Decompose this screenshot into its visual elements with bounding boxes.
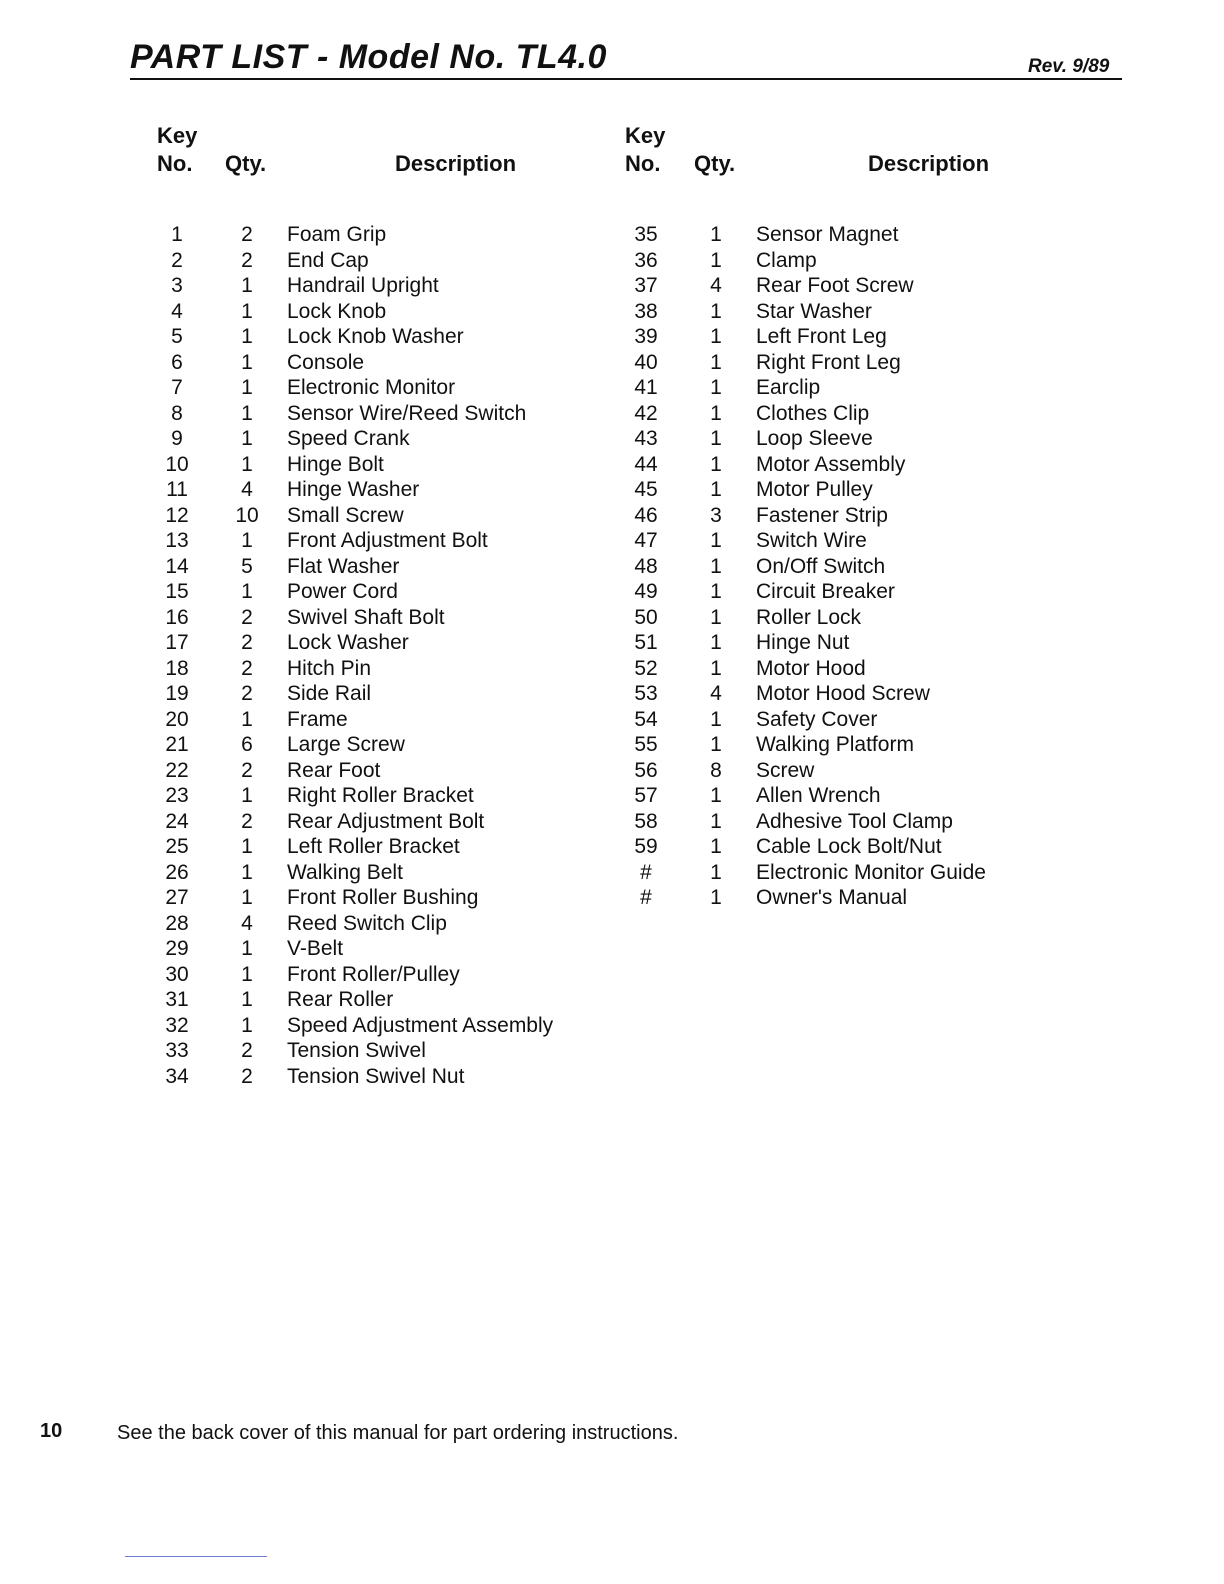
part-description: Allen Wrench	[756, 784, 881, 807]
part-description: Motor Pulley	[756, 478, 873, 501]
right-key-header-line1: Key	[625, 123, 666, 148]
part-quantity: 1	[241, 299, 253, 323]
part-key-number: 25	[165, 835, 189, 858]
part-quantity: 1	[710, 631, 722, 654]
part-description: End Cap	[287, 248, 369, 272]
part-description: Earclip	[756, 376, 821, 399]
part-description: Hitch Pin	[287, 656, 372, 680]
part-quantity: 2	[241, 248, 253, 272]
part-quantity: 2	[241, 656, 253, 680]
part-key-number: 50	[634, 605, 658, 629]
part-description: Screw	[756, 758, 815, 782]
part-key-number: 33	[165, 1039, 189, 1062]
part-quantity: 1	[710, 580, 722, 603]
footer-line	[125, 1556, 267, 1557]
part-description: On/Off Switch	[756, 554, 886, 578]
part-key-number: 52	[634, 656, 658, 680]
part-quantity: 2	[241, 682, 253, 705]
part-quantity: 4	[710, 274, 722, 297]
part-quantity: 1	[710, 529, 722, 552]
part-quantity: 1	[710, 554, 722, 578]
part-key-number: 46	[634, 503, 658, 527]
part-description: Sensor Magnet	[756, 223, 899, 246]
part-quantity: 1	[241, 427, 253, 450]
page-number: 10	[40, 1420, 63, 1442]
part-quantity: 2	[241, 1039, 253, 1062]
part-description: Side Rail	[287, 682, 372, 705]
part-description: Clamp	[756, 248, 817, 272]
part-key-number: 19	[165, 682, 189, 705]
part-key-number: 5	[171, 325, 183, 348]
part-description: Console	[287, 350, 365, 374]
part-description: Walking Platform	[756, 733, 914, 756]
part-description: Speed Adjustment Assembly	[287, 1013, 554, 1037]
part-quantity: 5	[241, 554, 253, 578]
part-description: Motor Assembly	[756, 452, 906, 476]
part-key-number: 40	[634, 350, 658, 374]
part-description: Electronic Monitor Guide	[756, 860, 986, 884]
part-key-number: 42	[634, 401, 658, 425]
part-description: Clothes Clip	[756, 401, 870, 425]
part-key-number: 2	[171, 248, 183, 272]
part-quantity: 1	[710, 401, 722, 425]
part-key-number: 55	[634, 733, 658, 756]
page-title: PART LIST - Model No. TL4.0	[130, 38, 607, 76]
part-key-number: 17	[165, 631, 189, 654]
part-key-number: 6	[171, 350, 183, 374]
left-key-header-line2: No.	[157, 151, 193, 176]
part-quantity: 1	[241, 962, 253, 986]
part-description: Star Washer	[756, 299, 872, 323]
part-description: Hinge Bolt	[287, 452, 384, 476]
part-description: Sensor Wire/Reed Switch	[287, 401, 527, 425]
part-key-number: 28	[165, 911, 189, 935]
part-description: Owner's Manual	[756, 886, 908, 909]
part-description: Loop Sleeve	[756, 427, 873, 450]
part-key-number: 34	[165, 1064, 189, 1088]
part-quantity: 1	[710, 325, 722, 348]
part-quantity: 8	[710, 758, 722, 782]
part-key-number: 7	[171, 376, 183, 399]
part-description: Front Adjustment Bolt	[287, 529, 488, 552]
part-description: Left Roller Bracket	[287, 835, 460, 858]
part-description: Left Front Leg	[756, 325, 887, 348]
part-quantity: 1	[241, 350, 253, 374]
part-key-number: 26	[165, 860, 189, 884]
part-key-number: 47	[634, 529, 658, 552]
part-quantity: 1	[710, 784, 722, 807]
part-description: Handrail Upright	[287, 274, 439, 297]
part-quantity: 1	[710, 707, 722, 731]
part-description: V-Belt	[287, 937, 344, 960]
part-key-number: 30	[165, 962, 189, 986]
part-key-number: 10	[165, 452, 189, 476]
part-key-number: 36	[634, 248, 658, 272]
part-key-number: 43	[634, 427, 658, 450]
right-key-header-line2: No.	[625, 151, 661, 176]
part-key-number: 24	[165, 809, 189, 833]
part-description: Right Roller Bracket	[287, 784, 474, 807]
part-key-number: 37	[634, 274, 658, 297]
part-key-number: 22	[165, 758, 189, 782]
part-quantity: 1	[710, 809, 722, 833]
part-description: Motor Hood Screw	[756, 682, 930, 705]
part-description: Rear Foot	[287, 758, 381, 782]
part-description: Cable Lock Bolt/Nut	[756, 835, 942, 858]
part-description: Switch Wire	[756, 529, 867, 552]
part-quantity: 1	[710, 452, 722, 476]
part-description: Small Screw	[287, 503, 404, 527]
part-key-number: 31	[165, 988, 189, 1011]
right-description-header: Description	[868, 151, 990, 176]
part-description: Safety Cover	[756, 707, 878, 731]
part-quantity: 2	[241, 1064, 253, 1088]
part-key-number: 9	[171, 427, 183, 450]
part-quantity: 1	[241, 325, 253, 348]
part-description: Hinge Nut	[756, 631, 850, 654]
part-quantity: 1	[710, 376, 722, 399]
part-quantity: 1	[241, 401, 253, 425]
part-quantity: 1	[710, 886, 722, 909]
part-key-number: 15	[165, 580, 189, 603]
title-underline	[130, 78, 1122, 80]
part-key-number: 59	[634, 835, 658, 858]
part-description: Motor Hood	[756, 656, 866, 680]
part-quantity: 1	[241, 707, 253, 731]
revision-label: Rev. 9/89	[1028, 56, 1110, 77]
part-quantity: 2	[241, 223, 253, 246]
part-quantity: 1	[241, 1013, 253, 1037]
part-description: Frame	[287, 707, 348, 731]
part-key-number: 8	[171, 401, 183, 425]
part-key-number: 56	[634, 758, 658, 782]
part-quantity: 4	[710, 682, 722, 705]
part-description: Lock Washer	[287, 631, 409, 654]
part-key-number: 38	[634, 299, 658, 323]
part-description: Lock Knob Washer	[287, 325, 464, 348]
part-description: Walking Belt	[287, 860, 403, 884]
part-quantity: 2	[241, 605, 253, 629]
part-quantity: 1	[241, 784, 253, 807]
part-key-number: 53	[634, 682, 658, 705]
part-quantity: 1	[241, 886, 253, 909]
part-description: Front Roller Bushing	[287, 886, 479, 909]
left-key-header-line1: Key	[157, 123, 198, 148]
part-key-number: 14	[165, 554, 189, 578]
part-key-number: 23	[165, 784, 189, 807]
part-key-number: 12	[165, 503, 189, 527]
part-key-number: 16	[165, 605, 189, 629]
part-key-number: 4	[171, 299, 183, 323]
part-description: Rear Adjustment Bolt	[287, 809, 485, 833]
part-description: Hinge Washer	[287, 478, 420, 501]
part-description: Electronic Monitor	[287, 376, 456, 399]
part-key-number: 32	[165, 1013, 189, 1037]
part-key-number: 57	[634, 784, 658, 807]
part-quantity: 10	[235, 503, 259, 527]
part-key-number: 41	[634, 376, 658, 399]
part-quantity: 1	[241, 860, 253, 884]
part-quantity: 1	[710, 860, 722, 884]
part-key-number: 45	[634, 478, 658, 501]
part-description: Swivel Shaft Bolt	[287, 605, 445, 629]
part-quantity: 1	[710, 605, 722, 629]
part-quantity: 1	[710, 299, 722, 323]
part-key-number: 51	[634, 631, 658, 654]
part-description: Adhesive Tool Clamp	[756, 809, 953, 833]
part-quantity: 1	[710, 248, 722, 272]
part-description: Power Cord	[287, 580, 398, 603]
part-key-number: 49	[634, 580, 658, 603]
part-key-number: 13	[165, 529, 189, 552]
part-quantity: 3	[710, 503, 722, 527]
part-description: Foam Grip	[287, 223, 387, 246]
part-quantity: 2	[241, 631, 253, 654]
part-key-number: 27	[165, 886, 189, 909]
part-quantity: 1	[710, 427, 722, 450]
part-key-number: 3	[171, 274, 183, 297]
part-description: Flat Washer	[287, 554, 400, 578]
part-quantity: 1	[241, 988, 253, 1011]
part-description: Speed Crank	[287, 427, 410, 450]
part-key-number: 29	[165, 937, 189, 960]
part-key-number: 20	[165, 707, 189, 731]
part-quantity: 2	[241, 758, 253, 782]
part-quantity: 1	[241, 376, 253, 399]
part-quantity: 1	[710, 350, 722, 374]
part-description: Rear Roller	[287, 988, 394, 1011]
part-quantity: 1	[241, 835, 253, 858]
part-quantity: 4	[241, 478, 253, 501]
part-key-number: 11	[166, 478, 188, 501]
part-quantity: 1	[241, 529, 253, 552]
part-description: Tension Swivel	[287, 1039, 426, 1062]
part-quantity: 1	[710, 223, 722, 246]
part-quantity: 1	[241, 452, 253, 476]
part-key-number: 48	[634, 554, 658, 578]
part-description: Circuit Breaker	[756, 580, 895, 603]
part-quantity: 1	[710, 835, 722, 858]
part-quantity: 1	[710, 733, 722, 756]
part-quantity: 6	[241, 733, 253, 756]
left-description-header: Description	[395, 151, 517, 176]
part-description: Right Front Leg	[756, 350, 901, 374]
part-key-number: 21	[165, 733, 189, 756]
part-key-number: #	[640, 860, 652, 884]
part-quantity: 1	[241, 580, 253, 603]
part-key-number: 1	[171, 223, 183, 246]
ordering-note: See the back cover of this manual for part ordering instructions.	[117, 1422, 679, 1444]
part-quantity: 2	[241, 809, 253, 833]
part-key-number: #	[640, 886, 652, 909]
part-quantity: 1	[710, 656, 722, 680]
part-key-number: 54	[634, 707, 658, 731]
part-key-number: 35	[634, 223, 658, 246]
part-quantity: 1	[710, 478, 722, 501]
part-description: Tension Swivel Nut	[287, 1064, 465, 1088]
part-key-number: 58	[634, 809, 658, 833]
part-description: Reed Switch Clip	[287, 911, 447, 935]
part-key-number: 44	[634, 452, 658, 476]
part-quantity: 1	[241, 274, 253, 297]
part-key-number: 18	[165, 656, 189, 680]
part-key-number: 39	[634, 325, 658, 348]
part-description: Lock Knob	[287, 299, 387, 323]
part-description: Large Screw	[287, 733, 405, 756]
part-description: Roller Lock	[756, 605, 862, 629]
part-description: Front Roller/Pulley	[287, 962, 460, 986]
left-qty-header: Qty.	[225, 151, 267, 176]
part-description: Fastener Strip	[756, 503, 888, 527]
part-quantity: 1	[241, 937, 253, 960]
part-description: Rear Foot Screw	[756, 274, 914, 297]
part-quantity: 4	[241, 911, 253, 935]
right-qty-header: Qty.	[694, 151, 736, 176]
